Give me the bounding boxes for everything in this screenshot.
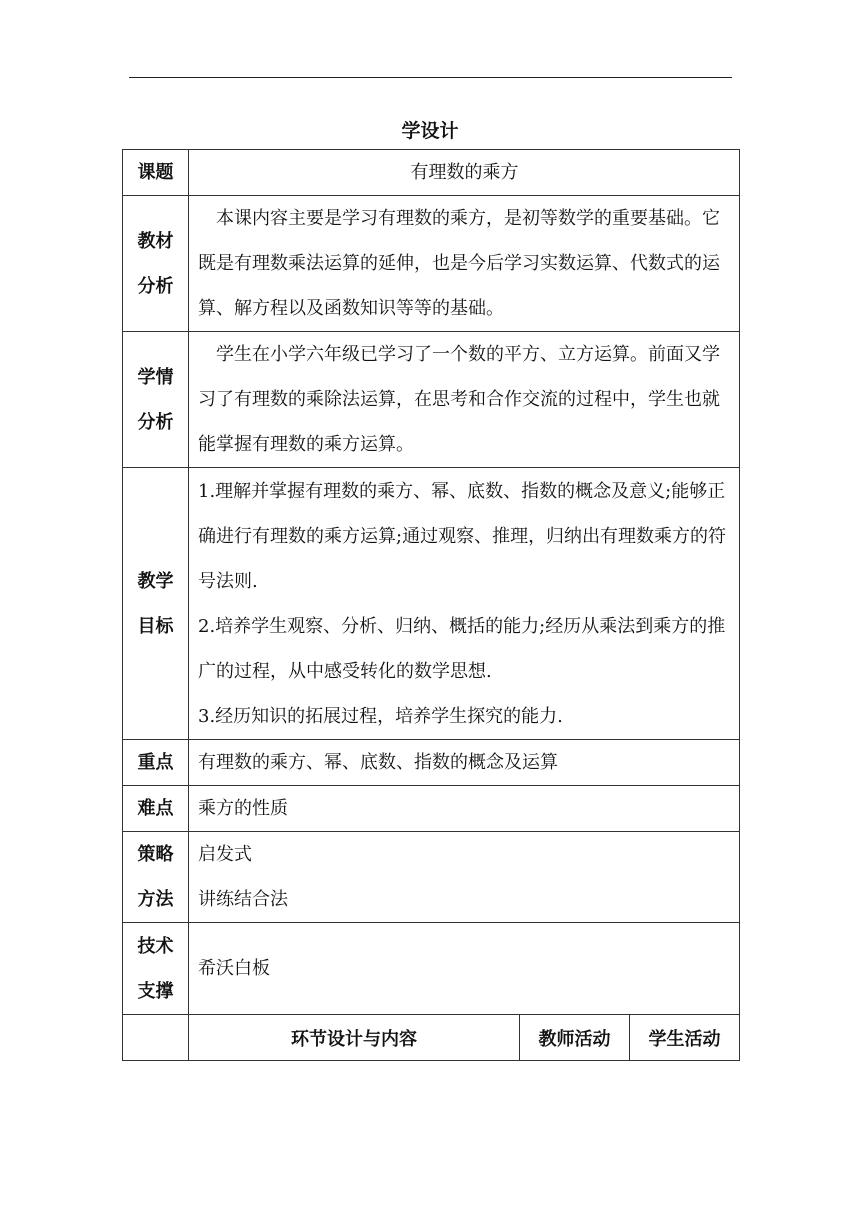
- row-tech-support: [123, 923, 740, 1015]
- header-student-activity: 学生活动: [630, 1015, 740, 1061]
- strategy-value: 启发式 讲练结合法: [189, 832, 740, 923]
- row-key-points: [123, 740, 740, 786]
- row-teaching-goals: [123, 468, 740, 740]
- row-strategy: [123, 832, 740, 923]
- material-analysis-label: 教材 分析: [123, 196, 189, 332]
- tech-support-value: 希沃白板: [189, 923, 740, 1015]
- topic-label: 课题: [123, 150, 189, 196]
- row-material-analysis: [123, 196, 740, 332]
- difficulty-label: 难点: [123, 786, 189, 832]
- row-topic: [123, 150, 740, 196]
- row-activity-header: [123, 1015, 740, 1061]
- student-analysis-text: 学生在小学六年级已学习了一个数的平方、立方运算。前面又学习了有理数的乘除法运算，在思考和合作交流的过程中，学生也就能掌握有理数的乘方运算。: [189, 332, 740, 468]
- teaching-goals-label: 教学 目标: [123, 468, 189, 740]
- tech-support-label: 技术 支撑: [123, 923, 189, 1015]
- header-rule: [129, 77, 732, 78]
- material-analysis-text: 本课内容主要是学习有理数的乘方，是初等数学的重要基础。它既是有理数乘法运算的延伸，也是今后学习实数运算、代数式的运算、解方程以及函数知识等等的基础。: [189, 196, 740, 332]
- document-title: 学设计: [401, 120, 459, 142]
- difficulty-value: 乘方的性质: [189, 786, 740, 832]
- header-design-content: 环节设计与内容: [189, 1015, 520, 1061]
- key-points-value: 有理数的乘方、幂、底数、指数的概念及运算: [189, 740, 740, 786]
- goal-item-2: 2.培养学生观察、分析、归纳、概括的能力;经历从乘法到乘方的推广的过程，从中感受转化的数学思想.: [198, 615, 726, 682]
- key-points-label: 重点: [123, 740, 189, 786]
- student-analysis-label: 学情 分析: [123, 332, 189, 468]
- strategy-label: 策略 方法: [123, 832, 189, 923]
- lesson-plan-table: [122, 149, 740, 1061]
- goal-item-1: 1.理解并掌握有理数的乘方、幂、底数、指数的概念及意义;能够正确进行有理数的乘方运算;通过观察、推理，归纳出有理数乘方的符号法则.: [198, 480, 727, 592]
- topic-value: 有理数的乘方: [189, 150, 740, 196]
- teaching-goals-text: [189, 468, 740, 740]
- header-teacher-activity: 教师活动: [520, 1015, 630, 1061]
- activity-header-blank: [123, 1015, 189, 1061]
- row-difficulty: [123, 786, 740, 832]
- row-student-analysis: [123, 332, 740, 468]
- goal-item-3: 3.经历知识的拓展过程，培养学生探究的能力.: [198, 705, 563, 727]
